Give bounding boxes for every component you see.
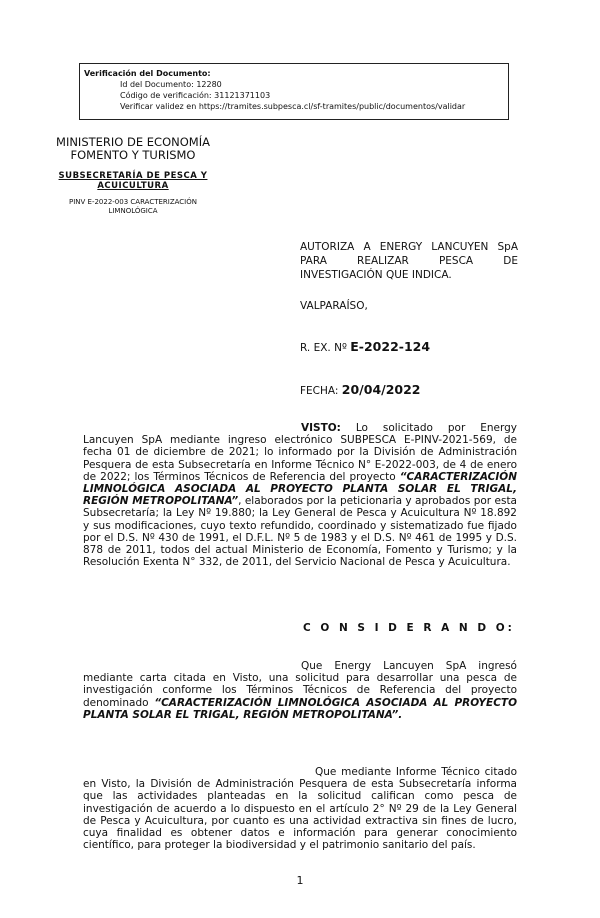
page-number: 1 bbox=[296, 874, 304, 887]
subsecretaria-name: SUBSECRETARÍA DE PESCA Y ACUICULTURA bbox=[58, 171, 208, 191]
rex-label: R. EX. Nº bbox=[300, 342, 347, 354]
project-name: “CARACTERIZACIÓN LIMNOLÓGICA ASOCIADA AL PROYECTO PLANTA SOLAR EL TRIGAL, REGIÓN METROPOLITANA” bbox=[83, 470, 517, 508]
city: VALPARAÍSO, bbox=[300, 300, 368, 312]
validation-url[interactable]: • Verificar validez en https://tramites.subpesca.cl/sf-tramites/public/documentos/validar bbox=[120, 101, 502, 112]
resolution-date bbox=[300, 382, 518, 397]
document-id: • Id del Documento: 12280 bbox=[120, 79, 502, 90]
visto-paragraph: VISTO: Lo solicitado por Energy Lancuyen SpA mediante ingreso electrónico SUBPESCA E-PINV-2021-569, de fecha 01 de diciembre de 2021; lo informado por la División de Administración Pesquera de esta Subsecretaría en Informe Técnico N° E-2022-003, de 4 de enero de 2022; los Términos Técnicos de Referencia del proyecto “CARACTERIZACIÓN LIMNOLÓGICA ASOCIADA AL PROYECTO PLANTA SOLAR EL TRIGAL, REGIÓN METROPOLITANA”, elaborados por la peticionaria y aprobados por esta Subsecretaría; la Ley Nº 19.880; la Ley General de Pesca y Acuicultura Nº 18.892 y sus modificaciones, cuyo texto refundido, coordinado y sistematizado fue fijado por el D.S. Nº 430 de 1991, el D.F.L. Nº 5 de 1983 y el D.S. Nº 461 de 1995 y D.S. 878 de 2011, todos del actual Ministerio de Economía, Fomento y Turismo; y la Resolución Exenta N° 332, de 2011, del Servicio Nacional de Pesca y Acuicultura. bbox=[83, 422, 517, 569]
considerando-paragraph-1: Que Energy Lancuyen SpA ingresó mediante carta citada en Visto, una solicitud para desarrollar una pesca de investigación conforme los Términos Técnicos de Referencia del proyecto denominado “CARACTERIZACIÓN LIMNOLÓGICA ASOCIADA AL PROYECTO PLANTA SOLAR EL TRIGAL, REGIÓN METROPOLITANA”. bbox=[83, 660, 517, 721]
resolution-number bbox=[300, 339, 518, 354]
considerando-paragraph-2: Que mediante Informe Técnico citado en Visto, la División de Administración Pesquera de esta Subsecretaría informa que las actividades planteadas en la solicitud califican como pesca de investigación de acuerdo a lo dispuesto en el artículo 2° Nº 29 de la Ley General de Pesca y Acuicultura, por cuanto es una actividad extractiva sin fines de lucro, cuya finalidad es obtener datos e información para generar conocimiento científico, para proteger la biodiversidad y el patrimonio sanitario del país. bbox=[83, 766, 517, 852]
verification-code: • Código de verificación: 31121371103 bbox=[120, 90, 502, 101]
rex-number: E-2022-124 bbox=[350, 339, 431, 354]
project-name: “CARACTERIZACIÓN LIMNOLÓGICA ASOCIADA AL PROYECTO PLANTA SOLAR EL TRIGAL, REGIÓN METROPOLITANA”. bbox=[83, 696, 517, 721]
resolution-title: AUTORIZA A ENERGY LANCUYEN SpA PARA REALIZAR PESCA DE INVESTIGACIÓN QUE INDICA. bbox=[300, 241, 518, 281]
fecha-value: 20/04/2022 bbox=[341, 382, 421, 397]
issuer-header bbox=[38, 136, 228, 216]
reference-code: PINV E-2022-003 CARACTERIZACIÓN LIMNOLÓGICA bbox=[68, 198, 197, 215]
verification-title: Verificación del Documento: bbox=[84, 69, 211, 78]
fecha-label: FECHA: bbox=[300, 385, 339, 397]
ministry-name: MINISTERIO DE ECONOMÍA FOMENTO Y TURISMO bbox=[56, 135, 210, 162]
considerando-heading: C O N S I D E R A N D O: bbox=[303, 622, 515, 634]
verification-list bbox=[84, 79, 502, 112]
visto-label: VISTO: bbox=[301, 422, 341, 434]
verification-box bbox=[79, 63, 509, 120]
